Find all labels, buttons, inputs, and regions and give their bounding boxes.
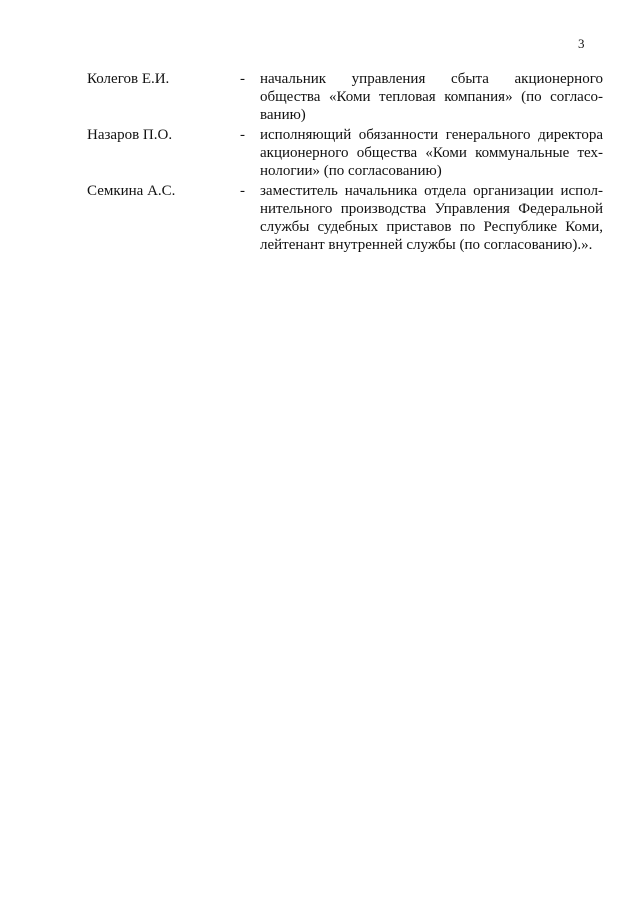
role-line: нительного производства Управления Федеральной <box>260 201 603 217</box>
role-line: акционерного общества «Коми коммунальные тех- <box>260 145 603 161</box>
member-dash: - <box>240 127 245 143</box>
member-entry-kolegov <box>87 70 603 124</box>
member-role <box>260 126 603 180</box>
member-entry-semkina <box>87 182 603 254</box>
role-line: лейтенант внутренней службы (по согласованию).». <box>260 237 593 253</box>
role-line: общества «Коми тепловая компания» (по согласо- <box>260 89 603 105</box>
member-entry-nazarov <box>87 126 603 180</box>
member-name: Семкина А.С. <box>87 183 176 199</box>
commission-member-list <box>87 70 603 256</box>
role-line: исполняющий обязанности генерального директора <box>260 127 603 143</box>
member-dash: - <box>240 183 245 199</box>
member-role <box>260 182 603 254</box>
page-number: 3 <box>578 36 585 51</box>
member-role <box>260 70 603 124</box>
role-line: службы судебных приставов по Республике Коми, <box>260 219 603 235</box>
role-line: начальник управления сбыта акционерного <box>260 71 603 87</box>
role-line: заместитель начальника отдела организации испол- <box>260 183 603 199</box>
role-line: нологии» (по согласованию) <box>260 163 442 179</box>
role-line: ванию) <box>260 107 306 123</box>
member-dash: - <box>240 71 245 87</box>
member-name: Назаров П.О. <box>87 127 173 143</box>
member-name: Колегов Е.И. <box>87 71 170 87</box>
